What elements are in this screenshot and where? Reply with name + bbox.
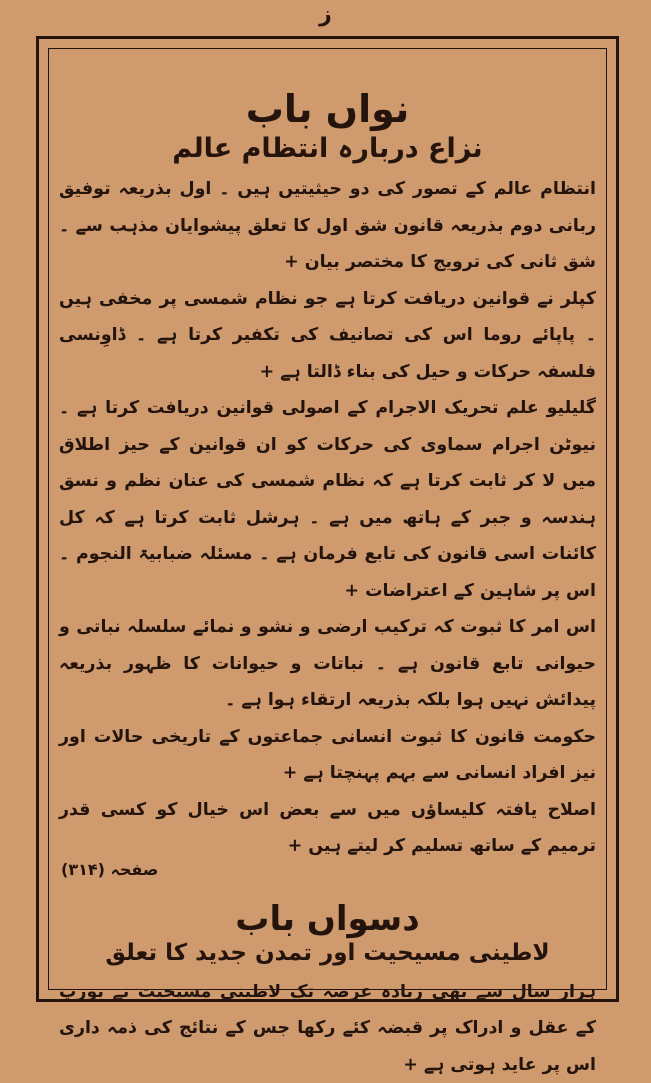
chapter-nine-paragraph-2: کپلر نے قوانین دریافت کرتا ہے جو نظام شمسی پر مخفی ہیں ۔ پاپائے روما اس کی تصانیف کی تکفیر کرتا ہے ۔ ڈاوِنسی فلسفہ حرکات و حیل کی بناء ڈالتا ہے + xyxy=(59,288,596,382)
chapter-nine-paragraph-5: حکومت قانون کا ثبوت انسانی جماعتوں کے تاریخی حالات اور نیز افراد انسانی سے بہم پہنچتا ہے + xyxy=(59,726,596,784)
chapter-nine-title: نواں باب xyxy=(245,87,410,131)
chapter-ten-title: دسواں باب xyxy=(235,898,420,939)
chapter-nine-subtitle: نزاع دربارہ انتظام عالم xyxy=(172,132,483,164)
chapter-nine-paragraph-1: انتظام عالم کے تصور کی دو حیثیتیں ہیں ۔ اول بذریعہ توفیق ربانی دوم بذریعہ قانون شق اول کا تعلق پیشوایان مذہب سے ۔ شق ثانی کی ترویج کا مختصر بیان + xyxy=(59,179,596,273)
page-content xyxy=(57,55,598,1075)
chapter-nine-paragraph-3: گلیلیو علم تحریک الاجرام کے اصولی قوانین دریافت کرتا ہے ۔ نیوٹن اجرام سماوی کی حرکات کو ان قوانین کے حیز اطلاق میں لا کر ثابت کرتا ہے کہ نظام شمسی کی عنان نظم و نسق ہندسہ و جبر کے ہاتھ میں ہے ۔ ہرشل ثابت کرتا ہے کہ کل کائنات اسی قانون کی تابع فرمان ہے ۔ مسئلہ ضبابیۃ النجوم ۔ اس پر شاہین کے اعتراضات + xyxy=(59,398,596,601)
page-number: ز xyxy=(319,2,332,27)
chapter-ten-subtitle: لاطینی مسیحیت اور تمدن جدید کا تعلق xyxy=(105,940,550,967)
page-border-inner xyxy=(48,48,607,1075)
page-reference: صفحہ (۳۱۴) xyxy=(61,859,159,879)
chapter-ten-paragraph-1: ہزار سال سے بھی زیادہ عرصہ تک لاطینی مسیحیت نے یورپ کے عقل و ادراک پر قبضہ کئے رکھا جس کے نتائج کی ذمہ داری اس پر عاید ہوتی ہے + xyxy=(59,981,596,1075)
chapter-nine-paragraph-4: اس امر کا ثبوت کہ ترکیب ارضی و نشو و نمائے سلسلہ نباتی و حیوانی تابع قانون ہے ۔ نباتات و حیوانات کا ظہور بذریعہ پیدائش نہیں ہوا بلکہ بذریعہ ارتقاء ہوا ہے ۔ xyxy=(59,617,596,711)
chapter-nine-paragraph-6: اصلاح یافتہ کلیساؤں میں سے بعض اس خیال کو کسی قدر ترمیم کے ساتھ تسلیم کر لیتے ہیں + xyxy=(59,799,596,857)
page-border xyxy=(36,36,619,1075)
